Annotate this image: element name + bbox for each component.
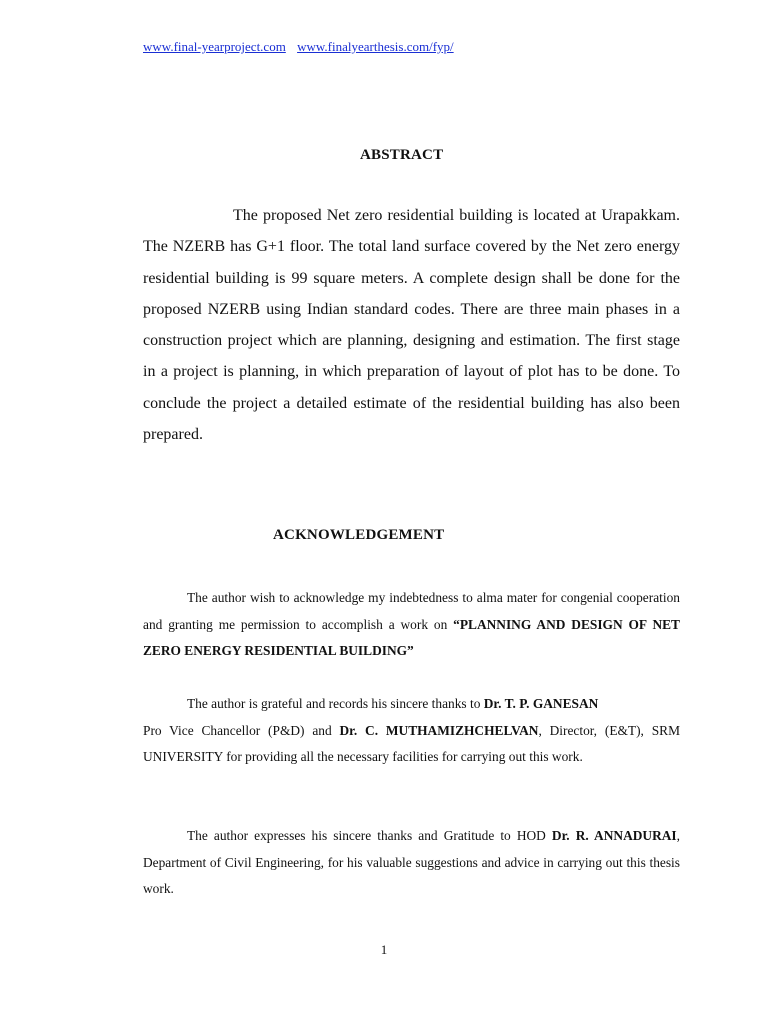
abstract-title: ABSTRACT	[360, 147, 444, 163]
ack-p3-text-2: , Department of Civil Engineering, for his valuable suggestions and advice in carrying out this thesis work.	[143, 828, 680, 896]
ack-p2-text-2: Pro Vice Chancellor (P&D) and	[143, 722, 340, 738]
abstract-body	[143, 200, 680, 450]
abstract-text: The proposed Net zero residential building is located at Urapakkam. The NZERB has G+1 floor. The total land surface covered by the Net zero energy residential building is 99 square meters. A complete design shall be done for the proposed NZERB using Indian standard codes. There are three main phases in a construction project which are planning, designing and estimation. The first stage in a project is planning, in which preparation of layout of plot has to be done. To conclude the project a detailed estimate of the residential building has also been prepared.	[143, 207, 680, 444]
ack-p1-project-title: “PLANNING AND DESIGN OF NET ZERO ENERGY RESIDENTIAL BUILDING”	[143, 616, 680, 658]
ack-paragraph-2	[143, 691, 680, 771]
link-finalyearthesis[interactable]: www.finalyearthesis.com/fyp/	[297, 39, 454, 54]
ack-p2-text-3: , Director, (E&T), SRM UNIVERSITY for providing all the necessary facilities for carrying out this work.	[143, 722, 681, 764]
ack-p3-text-1: The author expresses his sincere thanks and Gratitude to HOD	[187, 828, 552, 843]
header-links	[143, 39, 462, 55]
ack-p2-name-2: Dr. C. MUTHAMIZHCHELVAN	[339, 722, 539, 738]
ack-p3-name: Dr. R. ANNADURAI	[551, 828, 677, 843]
ack-paragraph-3	[143, 823, 680, 903]
acknowledgement-title: ACKNOWLEDGEMENT	[273, 527, 445, 543]
ack-p2-text-1: The author is grateful and records his sincere thanks to	[187, 696, 484, 711]
ack-paragraph-1	[143, 585, 680, 665]
page-number: 1	[380, 942, 388, 957]
ack-p2-name-1: Dr. T. P. GANESAN	[483, 696, 599, 711]
link-final-yearproject[interactable]: www.final-yearproject.com	[143, 39, 286, 54]
ack-p1-text: The author wish to acknowledge my indebtedness to alma mater for congenial cooperation and granting me permission to accomplish a work on	[143, 590, 680, 632]
